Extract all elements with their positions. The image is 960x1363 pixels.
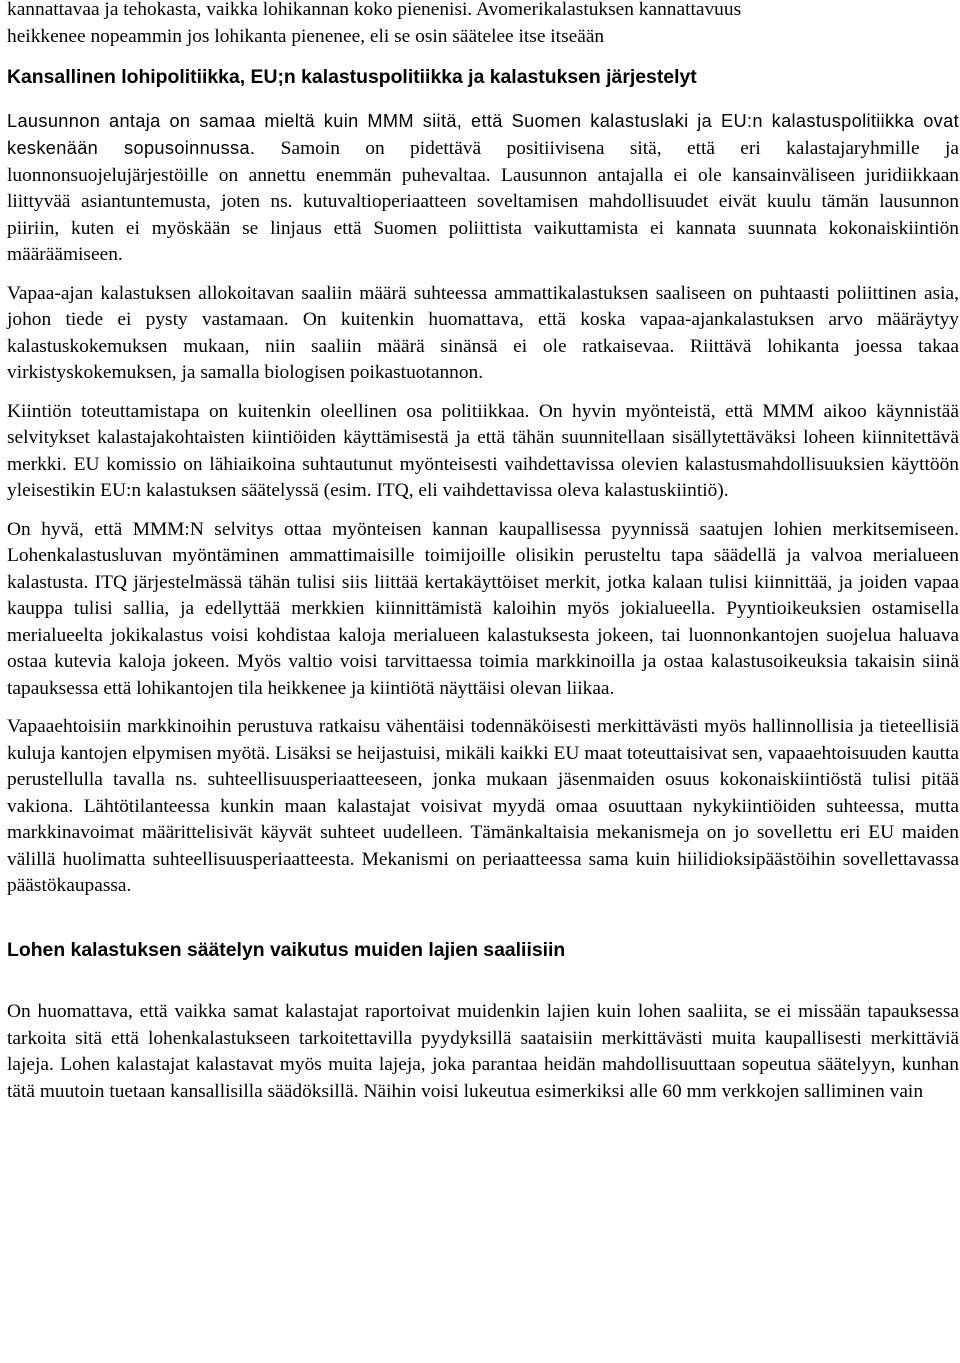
paragraph-1 bbox=[7, 108, 959, 269]
paragraph-1-sans-part: Lausunnon antaja on samaa mieltä kuin MMM siitä, että Suomen kalastuslaki ja EU:n kalastuspolitiikka ovat keskenään sopusoinnussa. bbox=[7, 110, 959, 158]
paragraph-4: On hyvä, että MMM:N selvitys ottaa myönteisen kannan kaupallisessa pyynnissä saatujen lohien merkitsemiseen. Lohenkalastusluvan myöntäminen ammattimaisille toimijoille olisikin perusteltu tapa säädellä ja valvoa merialueen kalastusta. ITQ järjestelmässä tähän tulisi siis liittää kertakäyttöiset merkit, jotka kalaan tulisi kiinnittää, ja joiden vapaa kauppa tulisi sallia, ja edellyttää merkkien kiinnittämistä kaloihin myös jokialueella. Pyyntioikeuksien ostamisella merialueelta jokikalastus voisi kohdistaa kaloja merialueen kalastuksesta jokeen, tai luonnonkantojen suojelua haluava ostaa kutevia kaloja jokeen. Myös valtio voisi tarvittaessa toimia markkinoilla ja ostaa kalastusoikeuksia takaisin siinä tapauksessa että lohikantojen tila heikkenee ja kiintiötä näyttäisi olevan liikaa. bbox=[7, 518, 959, 699]
section-heading-national-policy: Kansallinen lohipolitiikka, EU;n kalastuspolitiikka ja kalastuksen järjestelyt bbox=[7, 66, 697, 88]
intro-paragraph bbox=[7, 0, 959, 50]
paragraph-3: Kiintiön toteuttamistapa on kuitenkin oleellinen osa politiikkaa. On hyvin myönteistä, että MMM aikoo käynnistää selvitykset kalastajakohtaisten kiintiöiden käyttämisestä ja että tähän suunnitellaan sisällytettäväksi loheen kiinnitettävä merkki. EU komissio on lähiaikoina suhtautunut myönteisesti vaihdettavissa olevien kalastusmahdollisuuksien käyttöön yleisestikin EU:n kalastuksen säätelyssä (esim. ITQ, eli vaihdettavissa oleva kalastuskiintiö). bbox=[7, 400, 959, 501]
section-heading-other-species: Lohen kalastuksen säätelyn vaikutus muiden lajien saaliisiin bbox=[7, 938, 566, 961]
intro-line-1: kannattavaa ja tehokasta, vaikka lohikannan koko pienenisi. Avomerikalastuksen kannattavuus bbox=[7, 0, 742, 20]
intro-line-2: heikkenee nopeammin jos lohikanta pienenee, eli se osin säätelee itse itseään bbox=[7, 25, 605, 47]
document-page bbox=[7, 0, 959, 1117]
paragraph-6: On huomattava, että vaikka samat kalastajat raportoivat muidenkin lajien kuin lohen saaliita, se ei missään tapauksessa tarkoita sitä että lohenkalastukseen tarkoitettavilla pyydyksillä saataisiin merkittävästi muita kaupallisesti merkittäviä lajeja. Lohen kalastajat kalastavat myös muita lajeja, joka parantaa heidän mahdollisuuttaan sopeutua säätelyyn, kunhan tätä muutoin tuetaan kansallisilla säädöksillä. Näihin voisi lukeutua esimerkiksi alle 60 mm verkkojen salliminen vain bbox=[7, 1001, 959, 1102]
paragraph-5: Vapaaehtoisiin markkinoihin perustuva ratkaisu vähentäisi todennäköisesti merkittävästi myös hallinnollisia ja tieteellisiä kuluja kantojen elpymisen myötä. Lisäksi se heijastuisi, mikäli kaikki EU maat toteuttaisivat sen, vapaaehtoisuuden kautta perustellulla tavalla ns. suhteellisuusperiaatteeseen, jonka mukaan jäsenmaiden osuus kokonaiskiintiöstä tulisi pitää vakiona. Lähtötilanteessa kunkin maan kalastajat voisivat myydä omaa osuuttaan nykykiintiöiden suhteessa, mutta markkinavoimat määrittelisivät käyvät suhteet uudelleen. Tämänkaltaisia mekanismeja on jo sovellettu eri EU maiden välillä huolimatta suhteellisuusperiaatteesta. Mekanismi on periaatteessa sama kuin hiilidioksipäästöihin sovellettavassa päästökaupassa. bbox=[7, 716, 959, 896]
paragraph-2: Vapaa-ajan kalastuksen allokoitavan saaliin määrä suhteessa ammattikalastuksen saaliseen on puhtaasti poliittinen asia, johon tiede ei pysty vastamaan. On kuitenkin huomattava, että koska vapaa-ajankalastuksen arvo määräytyy kalastuskokemuksen mukaan, niin saaliin määrä sinänsä ei ole ratkaisevaa. Riittävä lohikanta joessa takaa virkistyskokemuksen, ja samalla biologisen poikastuotannon. bbox=[7, 282, 959, 383]
paragraph-1-serif-part: Samoin on pidettävä positiivisena sitä, että eri kalastajaryhmille ja luonnonsuojelujärjestöille on annettu enemmän puhevaltaa. Lausunnon antajalla ei ole kansainväliseen juridiikkaan liittyvää asiantuntemusta, joten ns. kutuvaltioperiaatteen soveltamisen mahdollisuudet eivät kuulu tämän lausunnon piiriin, kuten ei myöskään se linjaus että Suomen poliittista vaikuttamista ei kannata suunnata kokonaiskiintiön määräämiseen. bbox=[7, 138, 959, 265]
